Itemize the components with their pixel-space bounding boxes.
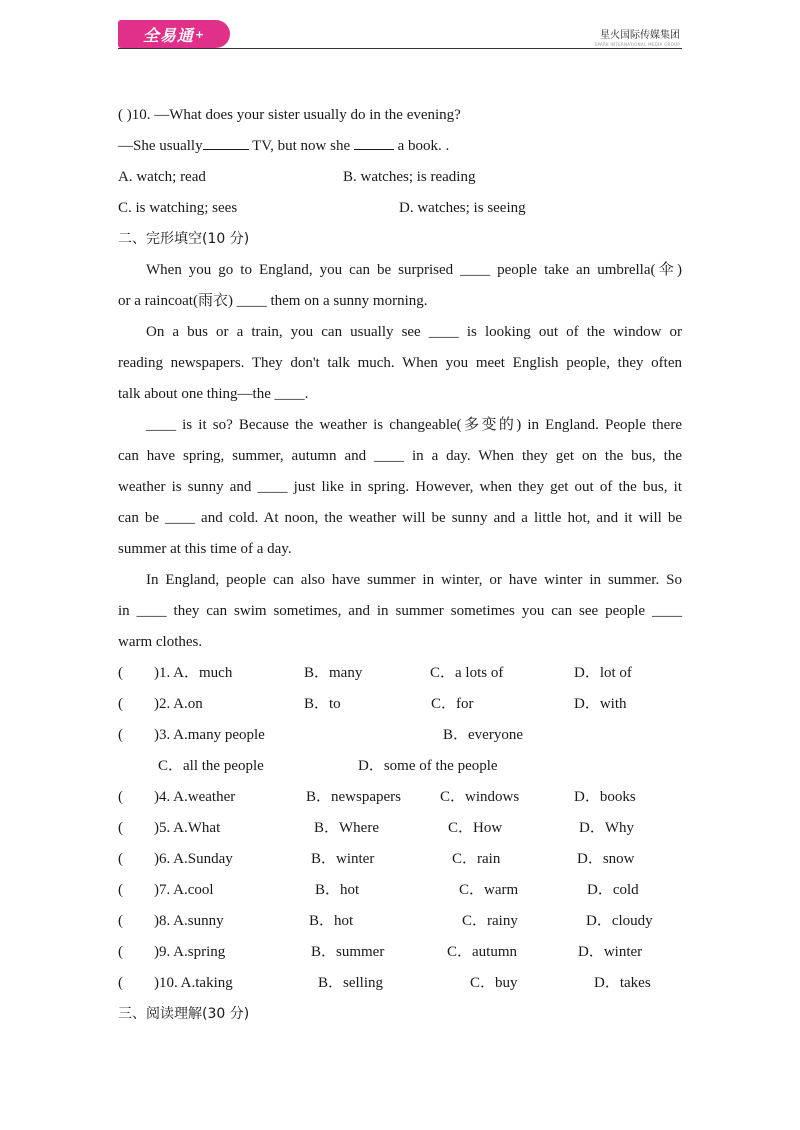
answer-paren[interactable]: ( bbox=[118, 882, 123, 898]
question-option-b: B．Where bbox=[314, 820, 379, 836]
brand-sub: SPARK INTERNATIONAL MEDIA GROUP bbox=[594, 42, 680, 47]
question-option-c: C．warm bbox=[459, 882, 519, 898]
question-option-c: C．buy bbox=[470, 975, 518, 991]
answer-paren[interactable]: ( bbox=[118, 727, 123, 743]
question-row bbox=[118, 658, 682, 689]
passage-line: in ____ they can swim sometimes, and in summer sometimes you can see people ____ bbox=[118, 603, 682, 619]
question-option-a: )10. A.taking bbox=[154, 975, 233, 991]
logo-plus: + bbox=[194, 27, 206, 41]
q10-stem: ( )10. —What does your sister usually do in the evening? bbox=[118, 107, 461, 123]
section2-heading: 二、完形填空(10 分) bbox=[118, 231, 250, 247]
question-option-b: B．everyone bbox=[443, 727, 523, 743]
question-option-a: )8. A.sunny bbox=[154, 913, 224, 929]
q10-option-d: D. watches; is seeing bbox=[399, 200, 526, 216]
question-row bbox=[118, 875, 682, 906]
question-option-a: )2. A.on bbox=[154, 696, 203, 712]
question-option-a: )6. A.Sunday bbox=[154, 851, 233, 867]
passage-line: can be ____ and cold. At noon, the weather will be sunny and a little hot, and it will be bbox=[118, 510, 682, 526]
passage-line: ____ is it so? Because the weather is changeable(多变的) in England. People there bbox=[146, 417, 682, 433]
header-rule bbox=[118, 48, 682, 49]
brand bbox=[595, 26, 680, 47]
question-row bbox=[118, 813, 682, 844]
question-option-b: B．hot bbox=[309, 913, 354, 929]
question-option-d: D．cold bbox=[587, 882, 639, 898]
passage-line: talk about one thing—the ____. bbox=[118, 386, 309, 402]
q10-option-a: A. watch; read bbox=[118, 169, 206, 185]
passage-line: weather is sunny and ____ just like in spring. However, when they get out of the bus, it bbox=[118, 479, 682, 495]
answer-blank[interactable] bbox=[354, 132, 394, 150]
question-option-c: C．a lots of bbox=[430, 665, 504, 681]
passage-line: warm clothes. bbox=[118, 634, 203, 650]
question-option-d: D．winter bbox=[578, 944, 643, 960]
question-option-a: )9. A.spring bbox=[154, 944, 226, 960]
answer-paren[interactable]: ( bbox=[118, 975, 123, 991]
passage-line: summer at this time of a day. bbox=[118, 541, 292, 557]
question-option-c: C．How bbox=[448, 820, 503, 836]
question-option-d: D．takes bbox=[594, 975, 651, 991]
question-option-b: B．newspapers bbox=[306, 789, 401, 805]
question-option-c: C．rainy bbox=[462, 913, 518, 929]
q10-reply bbox=[118, 131, 682, 162]
answer-paren[interactable]: ( bbox=[118, 851, 123, 867]
q10-reply-a: —She usually bbox=[118, 138, 203, 154]
question-option-d: D．with bbox=[574, 696, 627, 712]
passage-line: or a raincoat(雨衣) ____ them on a sunny morning. bbox=[118, 293, 428, 309]
question-row bbox=[118, 689, 682, 720]
question-row bbox=[118, 720, 682, 751]
logo bbox=[118, 20, 230, 48]
answer-paren[interactable]: ( bbox=[118, 665, 123, 681]
answer-paren[interactable]: ( bbox=[118, 820, 123, 836]
question-row bbox=[118, 906, 682, 937]
question-option-a: )5. A.What bbox=[154, 820, 221, 836]
question-option-b: B．to bbox=[304, 696, 341, 712]
question-option-b: B．many bbox=[304, 665, 363, 681]
question-option-d: D．some of the people bbox=[358, 758, 498, 774]
question-row bbox=[118, 844, 682, 875]
question-option-a: )3. A.many people bbox=[154, 727, 265, 743]
question-row bbox=[118, 782, 682, 813]
passage-line: reading newspapers. They don't talk much. When you meet English people, they often bbox=[118, 355, 682, 371]
question-option-b: B．summer bbox=[311, 944, 385, 960]
question-option-a: )4. A.weather bbox=[154, 789, 236, 805]
question-option-c: C．all the people bbox=[158, 758, 264, 774]
q10-reply-c: a book. . bbox=[393, 138, 450, 154]
q10-options-ab bbox=[118, 162, 682, 193]
question-option-d: D．Why bbox=[579, 820, 634, 836]
question-option-c: C．rain bbox=[452, 851, 501, 867]
q10-options-cd bbox=[118, 193, 682, 224]
question-option-b: B．selling bbox=[318, 975, 384, 991]
question-option-c: C．for bbox=[431, 696, 474, 712]
passage-line: On a bus or a train, you can usually see ____ is looking out of the window or bbox=[146, 324, 682, 340]
logo-text: 全易通 bbox=[142, 25, 194, 45]
question-option-b: B．hot bbox=[315, 882, 360, 898]
answer-paren[interactable]: ( bbox=[118, 944, 123, 960]
answer-paren[interactable]: ( bbox=[118, 696, 123, 712]
question-option-d: D．snow bbox=[577, 851, 635, 867]
question-option-d: D．books bbox=[574, 789, 636, 805]
question-option-c: C．windows bbox=[440, 789, 520, 805]
question-option-d: D．lot of bbox=[574, 665, 632, 681]
question-option-c: C．autumn bbox=[447, 944, 517, 960]
passage-line: When you go to England, you can be surprised ____ people take an umbrella(伞) bbox=[146, 262, 682, 278]
question-row-continued bbox=[118, 751, 682, 782]
document-body bbox=[118, 100, 682, 1030]
brand-name: 星火国际传媒集团 bbox=[600, 30, 680, 41]
question-row bbox=[118, 937, 682, 968]
q10-reply-b: TV, but now she bbox=[248, 138, 354, 154]
question-option-b: B．winter bbox=[311, 851, 375, 867]
q10-option-b: B. watches; is reading bbox=[343, 169, 476, 185]
question-row bbox=[118, 968, 682, 999]
passage-line: In England, people can also have summer in winter, or have winter in summer. So bbox=[146, 572, 682, 588]
passage-line: can have spring, summer, autumn and ____ in a day. When they get on the bus, the bbox=[118, 448, 682, 464]
answer-paren[interactable]: ( bbox=[118, 913, 123, 929]
question-option-d: D．cloudy bbox=[586, 913, 653, 929]
answer-blank[interactable] bbox=[203, 132, 249, 150]
question-option-a: )1. A．much bbox=[154, 665, 233, 681]
q10-option-c: C. is watching; sees bbox=[118, 200, 238, 216]
section3-heading: 三、阅读理解(30 分) bbox=[118, 1006, 250, 1022]
answer-paren[interactable]: ( bbox=[118, 789, 123, 805]
question-option-a: )7. A.cool bbox=[154, 882, 214, 898]
